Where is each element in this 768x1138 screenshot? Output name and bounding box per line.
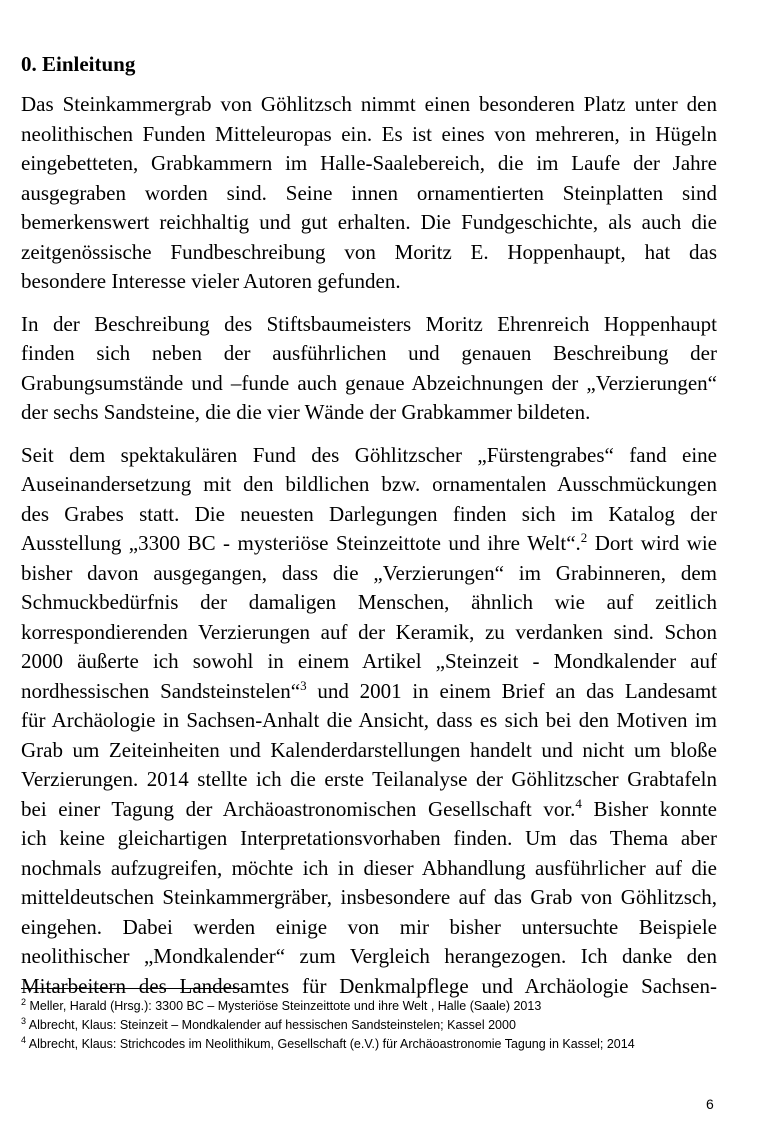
paragraph-1-line: neolithischen Funden Mitteleuropas ein. Es ist eines von mehreren, in Hügeln bbox=[21, 121, 717, 146]
paragraph-3-line bbox=[21, 677, 717, 707]
paragraph-3-line: eingehen. Dabei werden einige von mir bisher untersuchte Beispiele bbox=[21, 914, 717, 939]
paragraph-3-line: neolithischer „Mondkalender“ zum Vergleich herangezogen. Ich danke den bbox=[21, 944, 717, 968]
paragraph-2 bbox=[21, 310, 717, 428]
paragraph-3-line: 2000 äußerte ich sowohl in einem Artikel „Steinzeit - Mondkalender auf bbox=[21, 649, 717, 673]
paragraph-3-line: Seit dem spektakulären Fund des Göhlitzscher „Fürstengrabes“ fand eine bbox=[21, 442, 717, 467]
paragraph-1-line: Das Steinkammergrab von Göhlitzsch nimmt einen besonderen Platz unter den bbox=[21, 92, 717, 116]
paragraph-2-line: finden sich neben der ausführlichen und genauen Beschreibung der bbox=[21, 341, 717, 365]
line-text: Bisher konnte bbox=[581, 796, 718, 821]
footnote-number: 3 bbox=[21, 1016, 27, 1026]
footnote-text: Albrecht, Klaus: Steinzeit – Mondkalender auf hessischen Sandsteinstelen; Kassel 2000 bbox=[26, 1018, 516, 1032]
paragraph-3-line: für Archäologie in Sachsen-Anhalt die Ansicht, dass es sich bei den Motiven im bbox=[21, 708, 717, 732]
footnotes bbox=[21, 997, 741, 1054]
paragraph-3-line: nochmals aufzugreifen, möchte ich in dieser Abhandlung ausführlicher auf die bbox=[21, 855, 717, 880]
paragraph-3-line bbox=[21, 529, 717, 559]
paragraph-3-line bbox=[21, 795, 717, 825]
line-text: bei einer Tagung der Archäoastronomischen Gesellschaft vor. bbox=[21, 796, 576, 821]
paragraph-1-line: besondere Interesse vieler Autoren gefunden. bbox=[21, 269, 401, 293]
paragraph-3-line: Mitarbeitern des Landesamtes für Denkmalpflege und Archäologie Sachsen- bbox=[21, 973, 717, 998]
paragraph-3-line: Schmuckbedürfnis der damaligen Menschen, ähnlich wie auf zeitlich bbox=[21, 590, 717, 614]
paragraph-2-line: In der Beschreibung des Stiftsbaumeisters Moritz Ehrenreich Hoppenhaupt bbox=[21, 311, 717, 336]
footnote-text: Albrecht, Klaus: Strichcodes im Neolithikum, Gesellschaft (e.V.) für Archäoastronomie Tagung in Kassel; 2014 bbox=[26, 1037, 635, 1051]
paragraph-1-line: eingebetteten, Grabkammern im Halle-Saalebereich, die im Laufe der Jahre bbox=[21, 151, 717, 175]
paragraph-3-line: Verzierungen. 2014 stellte ich die erste Teilanalyse der Göhlitzscher Grabtafeln bbox=[21, 767, 717, 791]
paragraph-3 bbox=[21, 441, 717, 1002]
paragraph-3-line: korrespondierenden Verzierungen auf der Keramik, zu verdanken sind. Schon bbox=[21, 619, 717, 644]
paragraph-1-line: bemerkenswert reichhaltig und gut erhalten. Die Fundgeschichte, als auch die bbox=[21, 210, 717, 234]
paragraph-3-line: bisher davon ausgegangen, dass die „Verzierungen“ im Grabinneren, dem bbox=[21, 560, 717, 585]
line-text: Ausstellung „3300 BC - mysteriöse Steinzeittote und ihre Welt“. bbox=[21, 531, 581, 555]
paragraph-3-line: des Grabes statt. Die neuesten Darlegungen finden sich im Katalog der bbox=[21, 501, 717, 526]
paragraph-2-line: der sechs Sandsteine, die die vier Wände der Grabkammer bildeten. bbox=[21, 400, 591, 424]
line-text: nordhessischen Sandsteinstelen“ bbox=[21, 678, 301, 703]
footnote-ref-3: 3 bbox=[300, 677, 307, 693]
footnote-2 bbox=[21, 997, 741, 1016]
footnote-4 bbox=[21, 1035, 741, 1054]
paragraph-1-line: zeitgenössische Fundbeschreibung von Moritz E. Hoppenhaupt, hat das bbox=[21, 239, 717, 264]
section-heading: 0. Einleitung bbox=[21, 52, 136, 76]
paragraph-3-line: ich keine gleichartigen Interpretationsvorhaben finden. Um das Thema aber bbox=[21, 826, 717, 850]
footnote-3 bbox=[21, 1016, 741, 1035]
paragraph-1-line: ausgegraben worden sind. Seine innen ornamentierten Steinplatten sind bbox=[21, 180, 717, 205]
footnote-separator bbox=[21, 988, 243, 989]
paragraph-1 bbox=[21, 90, 717, 297]
paragraph-3-line: mitteldeutschen Steinkammergräber, insbesondere auf das Grab von Göhlitzsch, bbox=[21, 885, 717, 909]
line-text: Dort wird wie bbox=[587, 531, 717, 555]
page-number: 6 bbox=[706, 1096, 714, 1112]
footnote-number: 2 bbox=[21, 997, 27, 1007]
paragraph-3-line: Auseinandersetzung mit den bildlichen bzw. ornamentalen Ausschmückungen bbox=[21, 472, 717, 496]
footnote-ref-4: 4 bbox=[575, 795, 582, 811]
footnote-ref-2: 2 bbox=[580, 530, 588, 545]
document-body bbox=[21, 52, 717, 1014]
paragraph-2-line: Grabungsumstände und –funde auch genaue Abzeichnungen der „Verzierungen“ bbox=[21, 370, 717, 395]
footnote-number: 4 bbox=[21, 1035, 27, 1045]
footnote-text: Meller, Harald (Hrsg.): 3300 BC – Mysteriöse Steinzeittote und ihre Welt , Halle (Saale) 2013 bbox=[26, 999, 542, 1013]
line-text: und 2001 in einem Brief an das Landesamt bbox=[306, 678, 717, 703]
paragraph-3-line: Grab um Zeiteinheiten und Kalenderdarstellungen handelt und nicht um bloße bbox=[21, 737, 717, 762]
